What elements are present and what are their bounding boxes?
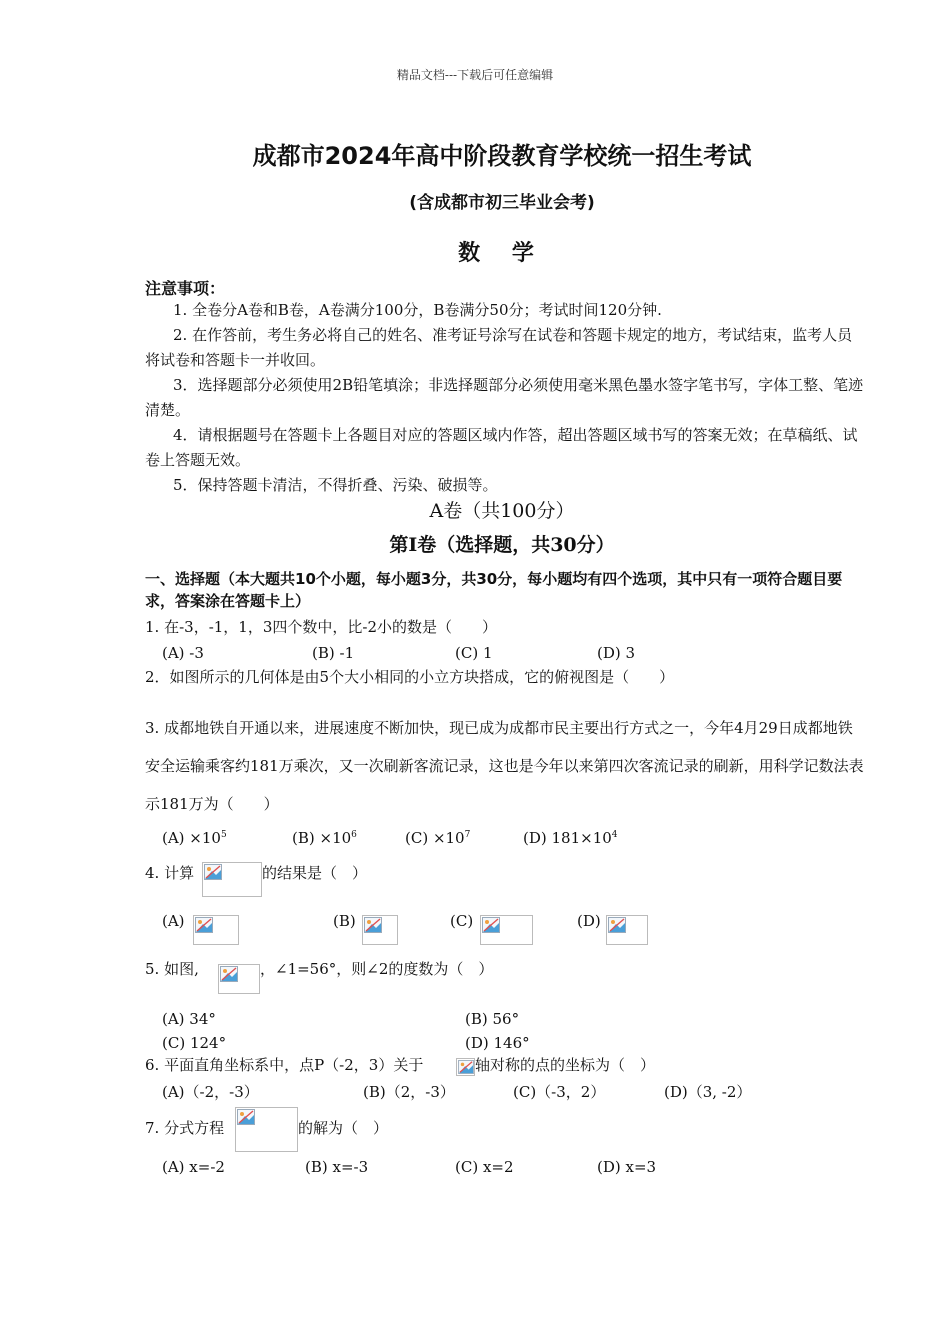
notice-item-1: 1. 全卷分A卷和B卷，A卷满分100分，B卷满分50分；考试时间120分钟. (173, 301, 662, 319)
q4-option-a: (A) (162, 912, 185, 930)
broken-image-icon (458, 1060, 474, 1074)
q7-option-c: (C) x=2 (455, 1158, 514, 1176)
notice-heading: 注意事项： (145, 279, 226, 298)
q6-option-c: (C)（-3，2） (513, 1083, 606, 1101)
q4-option-d: (D) (577, 912, 601, 930)
q4-stem-start: 4. 计算 (145, 864, 195, 882)
q5-stem-start: 5. 如图, (145, 960, 199, 978)
broken-image-icon (237, 1109, 255, 1125)
q7-stem-end: 的解为（ ） (298, 1119, 389, 1137)
q7-equation-image (235, 1107, 298, 1152)
q1-option-d: (D) 3 (597, 644, 636, 662)
q4-option-b: (B) (333, 912, 356, 930)
header-note: 精品文档---下载后可任意编辑 (396, 68, 554, 82)
broken-image-icon (220, 966, 238, 982)
q1-option-a: (A) -3 (162, 644, 204, 662)
q3-option-d: (D) $181\times 10^4$ (523, 829, 618, 847)
q4-option-d-image (606, 915, 648, 945)
section-1-title: 第Ⅰ卷（选择题，共30分） (389, 534, 615, 556)
q6-option-b: (B)（2，-3） (363, 1083, 455, 1101)
broken-image-icon (364, 917, 382, 933)
q3-option-c: $(C) \times 10^7$ (405, 829, 471, 847)
q6-stem-end: 轴对称的点的坐标为（ ） (475, 1056, 656, 1074)
q5-figure-image (218, 964, 260, 994)
q1-option-b: (B) -1 (312, 644, 355, 662)
notice-item-5: 5．保持答题卡清洁，不得折叠、污染、破损等。 (173, 476, 498, 494)
q5-stem-end: ，∠1=56°，则∠2的度数为（ ） (260, 960, 494, 978)
q1-option-c: (C) 1 (455, 644, 493, 662)
q3-option-a: $(A) \times 10^5$ (162, 829, 227, 847)
q5-option-b: (B) 56° (465, 1010, 520, 1028)
q6-stem-start: 6. 平面直角坐标系中，点P（-2，3）关于 (145, 1056, 424, 1074)
notice-item-2: 2. 在作答前，考生务必将自己的姓名、准考证号涂写在试卷和答题卡规定的地方，考试结束，监考人员将试卷和答题卡一并收回。 (145, 326, 853, 369)
notice-item-3: 3．选择题部分必须使用2B铅笔填涂；非选择题部分必须使用毫米黑色墨水签字笔书写，字体工整、笔迹清楚。 (145, 376, 864, 419)
q3-option-b: $(B) \times 10^6$ (292, 829, 357, 847)
q2-stem: 2．如图所示的几何体是由5个大小相同的小立方块搭成，它的俯视图是（ ） (145, 668, 675, 686)
q6-option-d: (D)（3, -2） (664, 1083, 752, 1101)
broken-image-icon (204, 864, 222, 880)
exam-subtitle: (含成都市初三毕业会考) (409, 193, 595, 213)
part-one-heading: 一、选择题（本大题共10个小题，每小题3分，共30分，每小题均有四个选项，其中只有一项符合题目要求，答案涂在答题卡上） (145, 570, 843, 610)
q7-option-d: (D) x=3 (597, 1158, 657, 1176)
q1-stem: 1. 在-3，-1，1，3四个数中，比-2小的数是（ ） (145, 618, 498, 636)
q4-stem-end: 的结果是（ ） (262, 864, 368, 882)
broken-image-icon (608, 917, 626, 933)
exam-title: 成都市2024年高中阶段教育学校统一招生考试 (252, 142, 752, 170)
q5-option-d: (D) 146° (465, 1034, 530, 1052)
subject-title: 数 学 (458, 241, 546, 266)
q5-option-a: (A) 34° (162, 1010, 216, 1028)
q3-stem: 3. 成都地铁自开通以来，进展速度不断加快，现已成为成都市民主要出行方式之一，今年4月29日成都地铁安全运输乘客约181万乘次，又一次刷新客流记录，这也是今年以来第四次客流记录的刷新，用科学记数法表示181万为（ ） (145, 719, 864, 813)
q6-option-a: (A)（-2，-3） (162, 1083, 259, 1101)
q7-option-b: (B) x=-3 (305, 1158, 369, 1176)
q6-axis-image (456, 1058, 475, 1076)
section-a-title: A卷（共100分） (429, 500, 575, 522)
q4-option-c: (C) (450, 912, 474, 930)
broken-image-icon (482, 917, 500, 933)
q7-option-a: (A) x=-2 (162, 1158, 225, 1176)
q7-stem-start: 7. 分式方程 (145, 1119, 225, 1137)
q4-option-c-image (480, 915, 533, 945)
q4-option-a-image (193, 915, 239, 945)
q4-option-b-image (362, 915, 398, 945)
q5-option-c: (C) 124° (162, 1034, 227, 1052)
q4-formula-image (202, 862, 262, 897)
notice-item-4: 4．请根据题号在答题卡上各题目对应的答题区域内作答，超出答题区域书写的答案无效；在草稿纸、试卷上答题无效。 (145, 426, 858, 469)
broken-image-icon (195, 917, 213, 933)
